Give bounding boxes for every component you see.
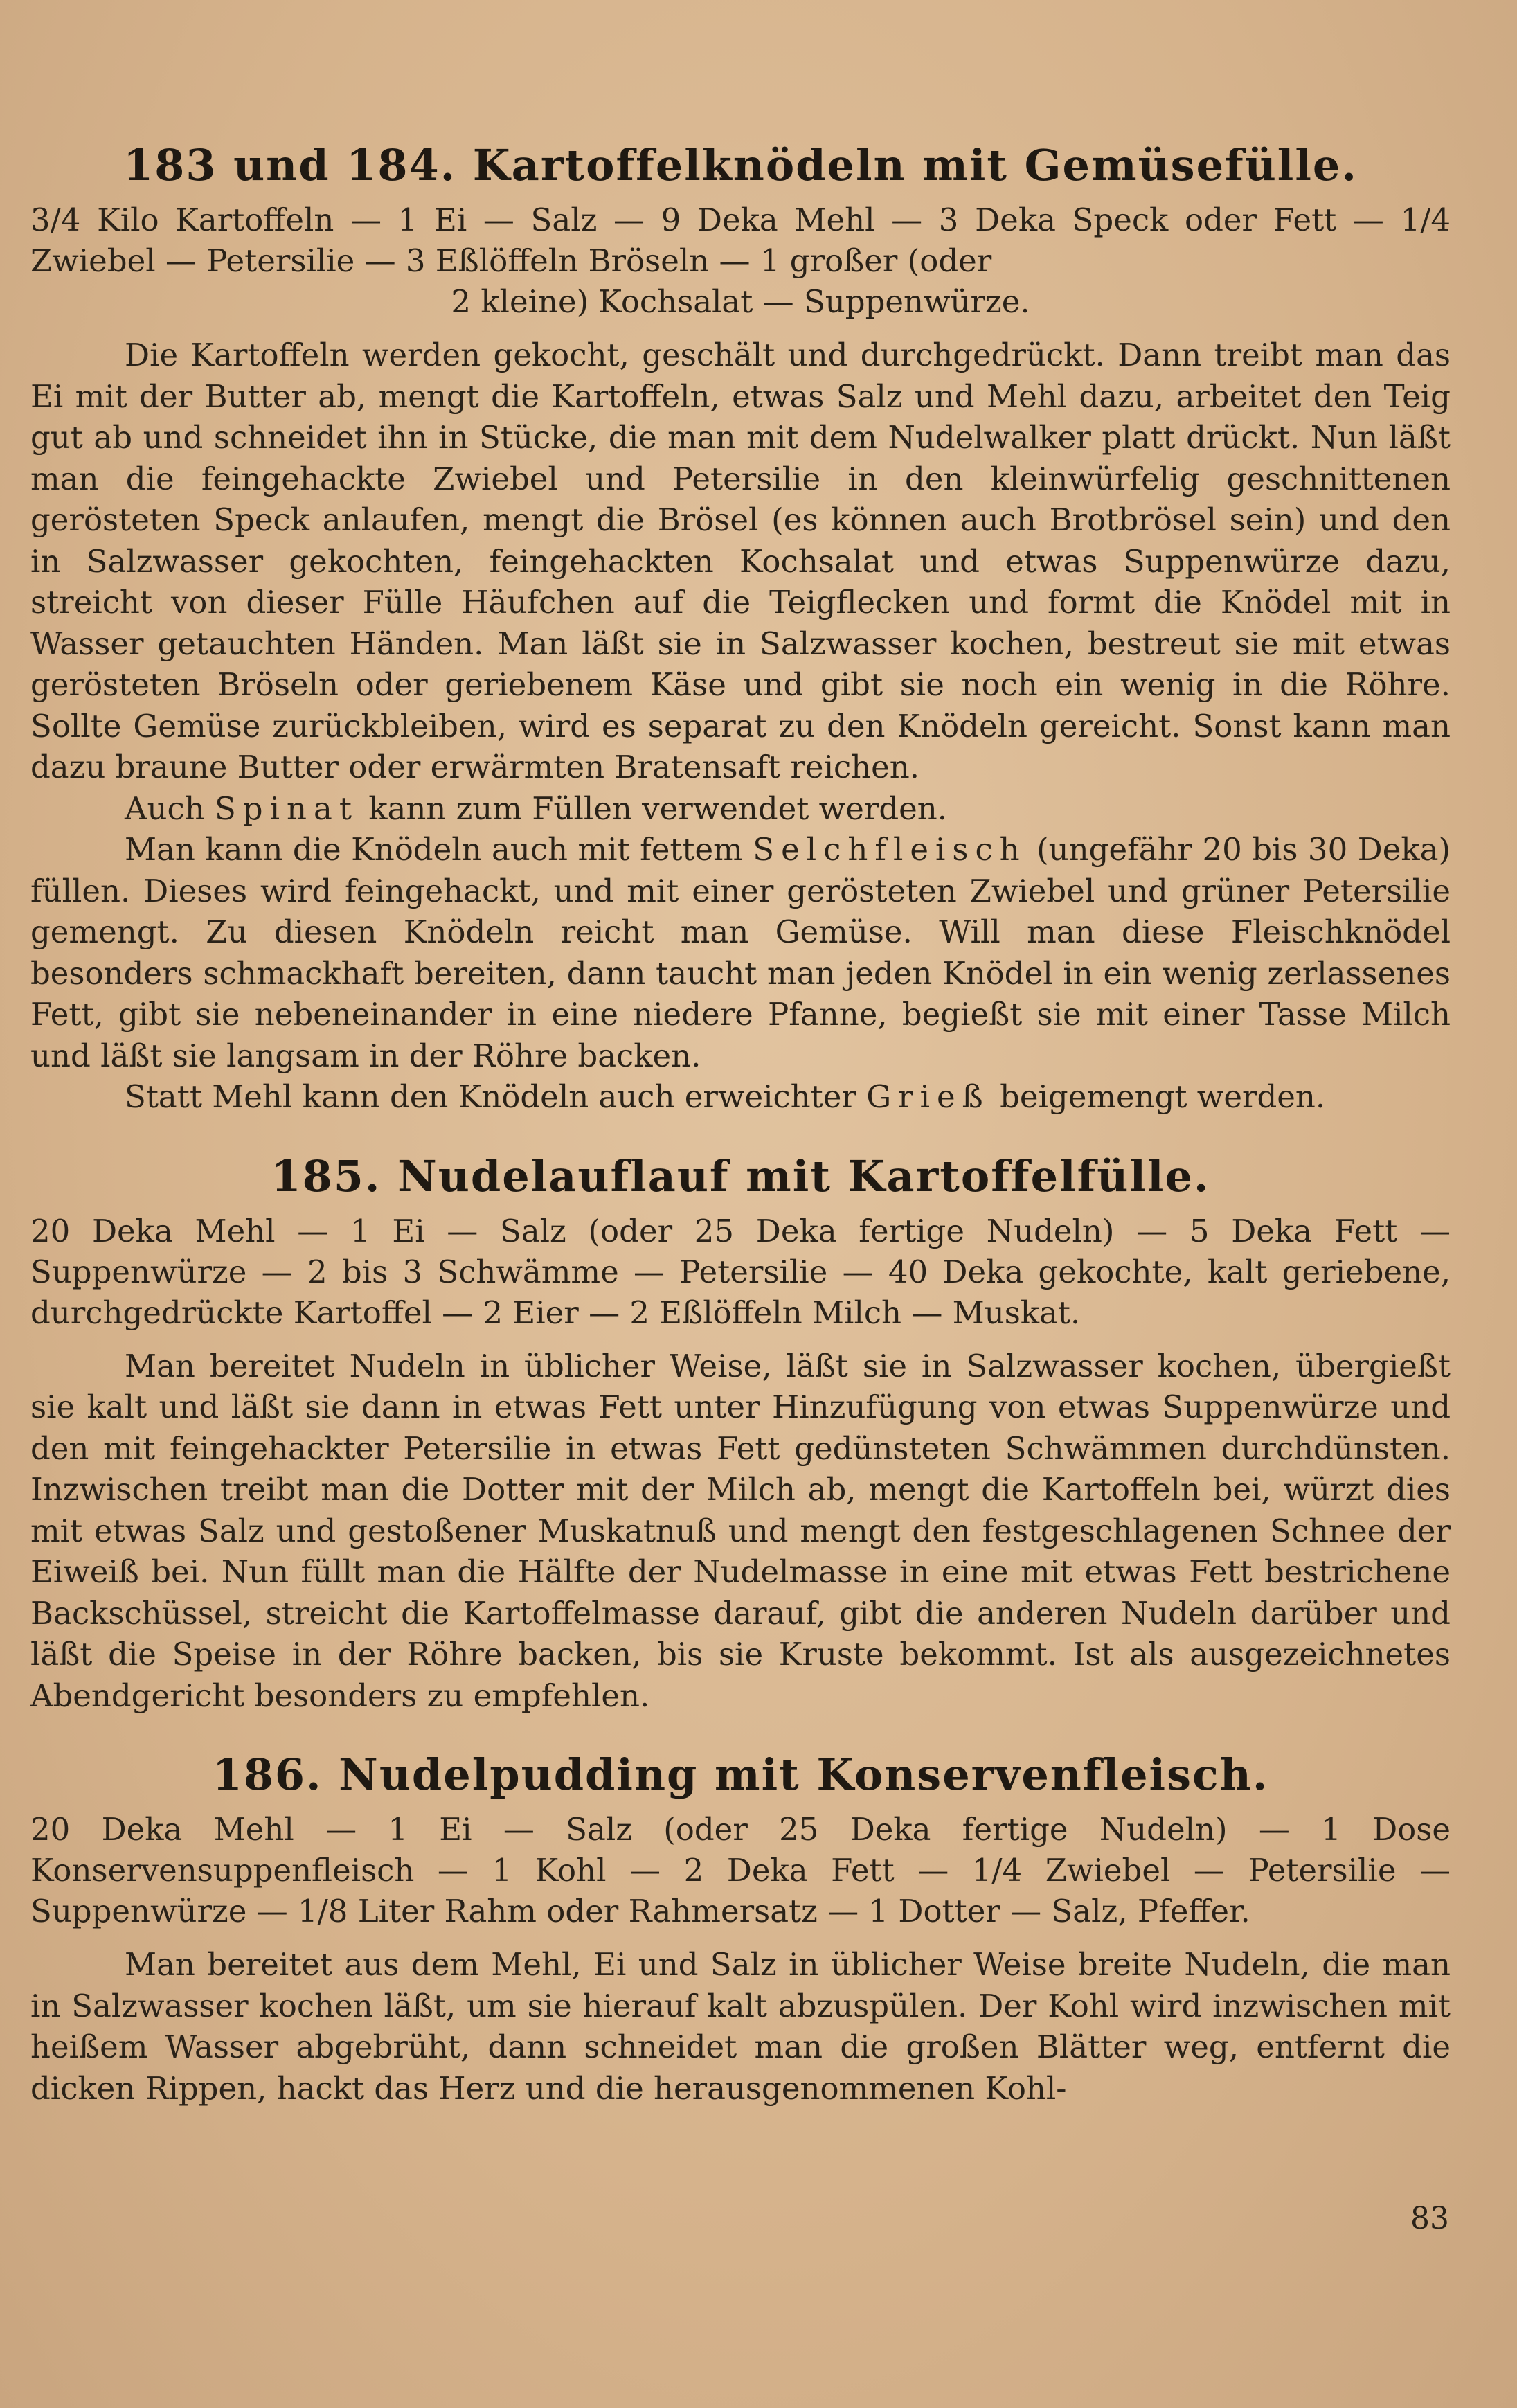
spaced-emphasis: Spinat: [214, 790, 359, 827]
recipe-186: [30, 1748, 1451, 2109]
recipe-title: 186. Nudelpudding mit Konservenfleisch.: [212, 1749, 1269, 1800]
text-segment: Auch: [125, 790, 205, 827]
ingredients-list: 20 Deka Mehl — 1 Ei — Salz (oder 25 Deka fertige Nudeln) — 1 Dose Konservensuppenfleisch — 1 Kohl — 2 Deka Fett — 1/4 Zwiebel — Petersilie — Suppenwürze — 1/8 Liter Rahm oder Rahmersatz — 1 Dotter — Salz, Pfeffer.: [30, 1811, 1451, 1929]
instructions-paragraph-selchfleisch: [30, 829, 1451, 1076]
text-segment: beigemengt werden.: [1000, 1078, 1326, 1115]
ingredients-list: [30, 199, 1451, 322]
instructions-paragraph: Die Kartoffeln werden gekocht, geschält und durchgedrückt. Dann treibt man das Ei mit der Butter ab, mengt die Kartoffeln, etwas Salz und Mehl dazu, arbeitet den Teig gut ab und schneidet ihn in Stücke, die man mit dem Nudelwalker platt drückt. Nun läßt man die feingehackte Zwiebel und Petersilie in den kleinwürfelig geschnittenen gerösteten Speck anlaufen, mengt die Brösel (es können auch Brotbrösel sein) und den in Salzwasser gekochten, feingehackten Kochsalat und etwas Suppenwürze dazu, streicht von dieser Fülle Häufchen auf die Teigflecken und formt die Knödel mit in Wasser getauchten Händen. Man läßt sie in Salzwasser kochen, bestreut sie mit etwas gerösteten Bröseln oder geriebenem Käse und gibt sie noch ein wenig in die Röhre. Sollte Gemüse zurückbleiben, wird es separat zu den Knödeln gereicht. Sonst kann man dazu braune Butter oder erwärmten Bratensaft reichen.: [30, 337, 1451, 785]
recipe-183-184: [30, 139, 1451, 1118]
recipe-185: [30, 1150, 1451, 1717]
instructions-paragraph: Man bereitet Nudeln in üblicher Weise, läßt sie in Salzwasser kochen, übergießt sie kalt und läßt sie dann in etwas Fett unter Hinzufügung von etwas Suppenwürze und den mit feingehackter Petersilie in etwas Fett gedünsteten Schwämmen durchdünsten. Inzwischen treibt man die Dotter mit der Milch ab, mengt die Kartoffeln bei, würzt dies mit etwas Salz und gestoßener Muskatnuß und mengt den festgeschlagenen Schnee der Eiweiß bei. Nun füllt man die Hälfte der Nudelmasse in eine mit etwas Fett bestrichene Backschüssel, streicht die Kartoffelmasse darauf, gibt die anderen Nudeln darüber und läßt die Speise in der Röhre backen, bis sie Kruste bekommt. Ist als ausgezeichnetes Abendgericht besonders zu empfehlen.: [30, 1347, 1451, 1714]
text-segment: Statt Mehl kann den Knödeln auch erweichter: [125, 1078, 856, 1115]
ingredients-last-line: 2 kleine) Kochsalat — Suppenwürze.: [451, 283, 1030, 320]
spaced-emphasis: Grieß: [866, 1078, 990, 1115]
text-segment: (ungefähr 20 bis 30 Deka) füllen. Dieses wird feingehackt, und mit einer gerösteten Zwiebel und grüner Petersilie gemengt. Zu diesen Knödeln reicht man Gemüse. Will man diese Fleischknödel besonders schmackhaft bereiten, dann taucht man jeden Knödel in ein wenig zerlassenes Fett, gibt sie nebeneinander in eine niedere Pfanne, begießt sie mit einer Tasse Milch und läßt sie langsam in der Röhre backen.: [30, 831, 1451, 1074]
ingredients-list: 20 Deka Mehl — 1 Ei — Salz (oder 25 Deka fertige Nudeln) — 5 Deka Fett — Suppenwürze — 2 bis 3 Schwämme — Petersilie — 40 Deka gekochte, kalt geriebene, durchgedrückte Kartoffel — 2 Eier — 2 Eßlöffeln Milch — Muskat.: [30, 1212, 1451, 1331]
page-number: 83: [1410, 2201, 1449, 2236]
instructions-paragraph-griess: [30, 1076, 1451, 1118]
spaced-emphasis: Selchfleisch: [753, 831, 1027, 868]
recipe-title: 183 und 184. Kartoffelknödeln mit Gemüsefülle.: [123, 140, 1358, 190]
ingredients-main: 3/4 Kilo Kartoffeln — 1 Ei — Salz — 9 Deka Mehl — 3 Deka Speck oder Fett — 1/4 Zwiebel — Petersilie — 3 Eßlöffeln Bröseln — 1 großer (oder: [30, 202, 1451, 279]
text-segment: Man kann die Knödeln auch mit fettem: [125, 831, 743, 868]
instructions-paragraph-spinach: [30, 788, 1451, 830]
text-segment: kann zum Füllen verwendet werden.: [368, 790, 948, 827]
recipe-title: 185. Nudelauflauf mit Kartoffelfülle.: [271, 1150, 1210, 1202]
instructions-paragraph: Man bereitet aus dem Mehl, Ei und Salz in üblicher Weise breite Nudeln, die man in Salzwasser kochen läßt, um sie hierauf kalt abzuspülen. Der Kohl wird inzwischen mit heißem Wasser abgebrüht, dann schneidet man die großen Blätter weg, entfernt die dicken Rippen, hackt das Herz und die herausgenommenen Kohl-: [30, 1946, 1451, 2107]
